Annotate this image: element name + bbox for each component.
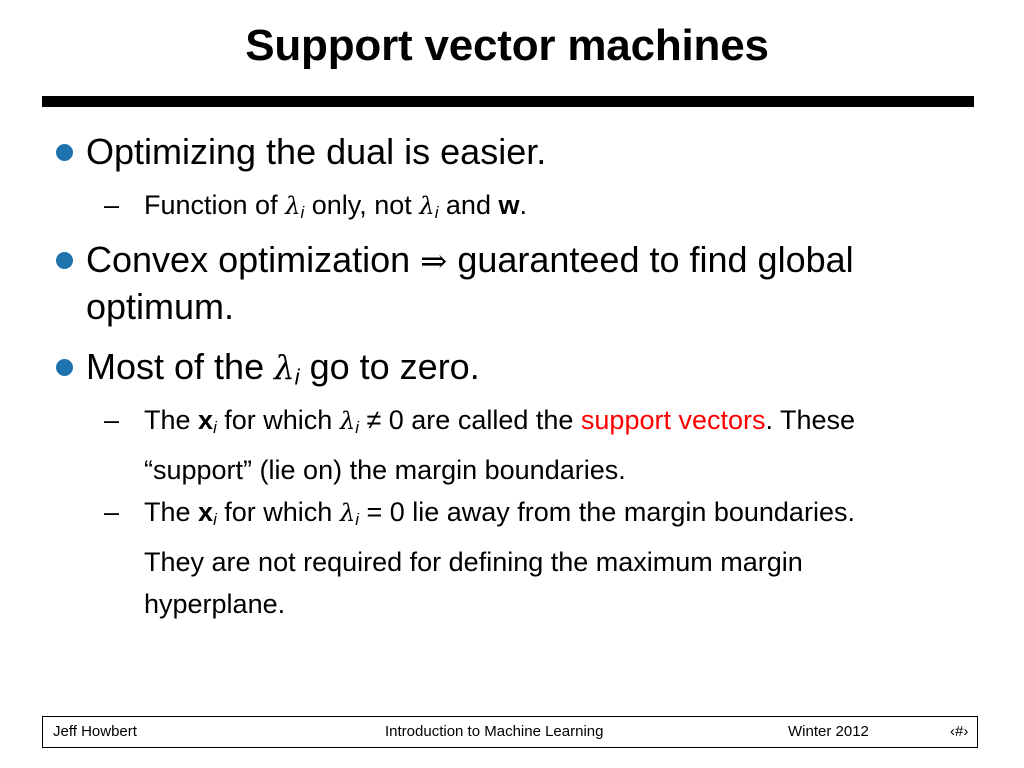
bullet-text-post: go to zero.: [299, 346, 480, 387]
bullet-convex-optimization: [86, 237, 966, 330]
sub-text-the: The: [144, 405, 199, 435]
dash-marker: –: [104, 190, 120, 220]
bullet-text-post: guaranteed to find global optimum.: [86, 239, 854, 327]
sub-bullet-text-pre: Function of: [144, 190, 286, 220]
subscript-i: i: [355, 510, 359, 530]
sub-bullet-text-mid: only, not: [304, 190, 420, 220]
sub-bullet-support-vectors: [104, 399, 959, 491]
support-vectors-highlight: support vectors: [580, 405, 766, 435]
vector-w: w: [498, 190, 520, 220]
implies-arrow-icon: ⇒: [420, 242, 448, 280]
sub-bullet-function-of-lambda: [104, 184, 964, 234]
slide-footer: [42, 716, 978, 748]
lambda-symbol: λ: [274, 349, 295, 387]
sub-bullet-non-support-vectors: [104, 491, 919, 625]
vector-x: x: [198, 497, 214, 527]
lambda-symbol: λ: [339, 498, 356, 527]
sub-text-for-which: for which: [216, 497, 340, 527]
sub-bullet-text-end: .: [519, 190, 527, 220]
footer-course: Introduction to Machine Learning: [385, 723, 604, 740]
dash-marker: –: [104, 497, 120, 527]
subscript-i: i: [355, 418, 359, 438]
footer-page-number: ‹#›: [950, 723, 969, 740]
dash-marker: –: [104, 405, 120, 435]
sub-text-the: The: [144, 497, 199, 527]
sub-bullet-text-and: and: [438, 190, 499, 220]
subscript-i: i: [434, 203, 439, 223]
bullet-text-pre: Most of the: [86, 346, 275, 387]
bullet-dot-icon: [56, 144, 73, 161]
footer-author: Jeff Howbert: [53, 723, 137, 740]
slide-title: Support vector machines: [245, 21, 769, 70]
subscript-i: i: [213, 418, 217, 438]
bullet-most-lambda-zero: [86, 344, 986, 401]
lambda-symbol: λ: [419, 191, 435, 220]
bullet-text: Optimizing the dual is easier.: [86, 131, 547, 172]
sub-text-end: . These “support” (lie on) the margin boundaries.: [144, 405, 856, 486]
subscript-i: i: [294, 364, 300, 390]
subscript-i: i: [300, 203, 305, 223]
lambda-symbol: λ: [285, 191, 301, 220]
bullet-dot-icon: [56, 359, 73, 376]
bullet-text-pre: Convex optimization: [86, 239, 421, 280]
sub-text-condition: ≠ 0 are called the: [358, 405, 581, 435]
sub-text-rest: = 0 lie away from the margin boundaries. They are not required for defining the maximum margin hyperplane.: [144, 497, 855, 620]
lambda-symbol: λ: [339, 406, 356, 435]
bullet-dot-icon: [56, 252, 73, 269]
vector-x: x: [198, 405, 214, 435]
bullet-optimizing-dual: [86, 129, 986, 175]
sub-text-for-which: for which: [216, 405, 340, 435]
subscript-i: i: [213, 510, 217, 530]
footer-term: Winter 2012: [788, 723, 869, 740]
